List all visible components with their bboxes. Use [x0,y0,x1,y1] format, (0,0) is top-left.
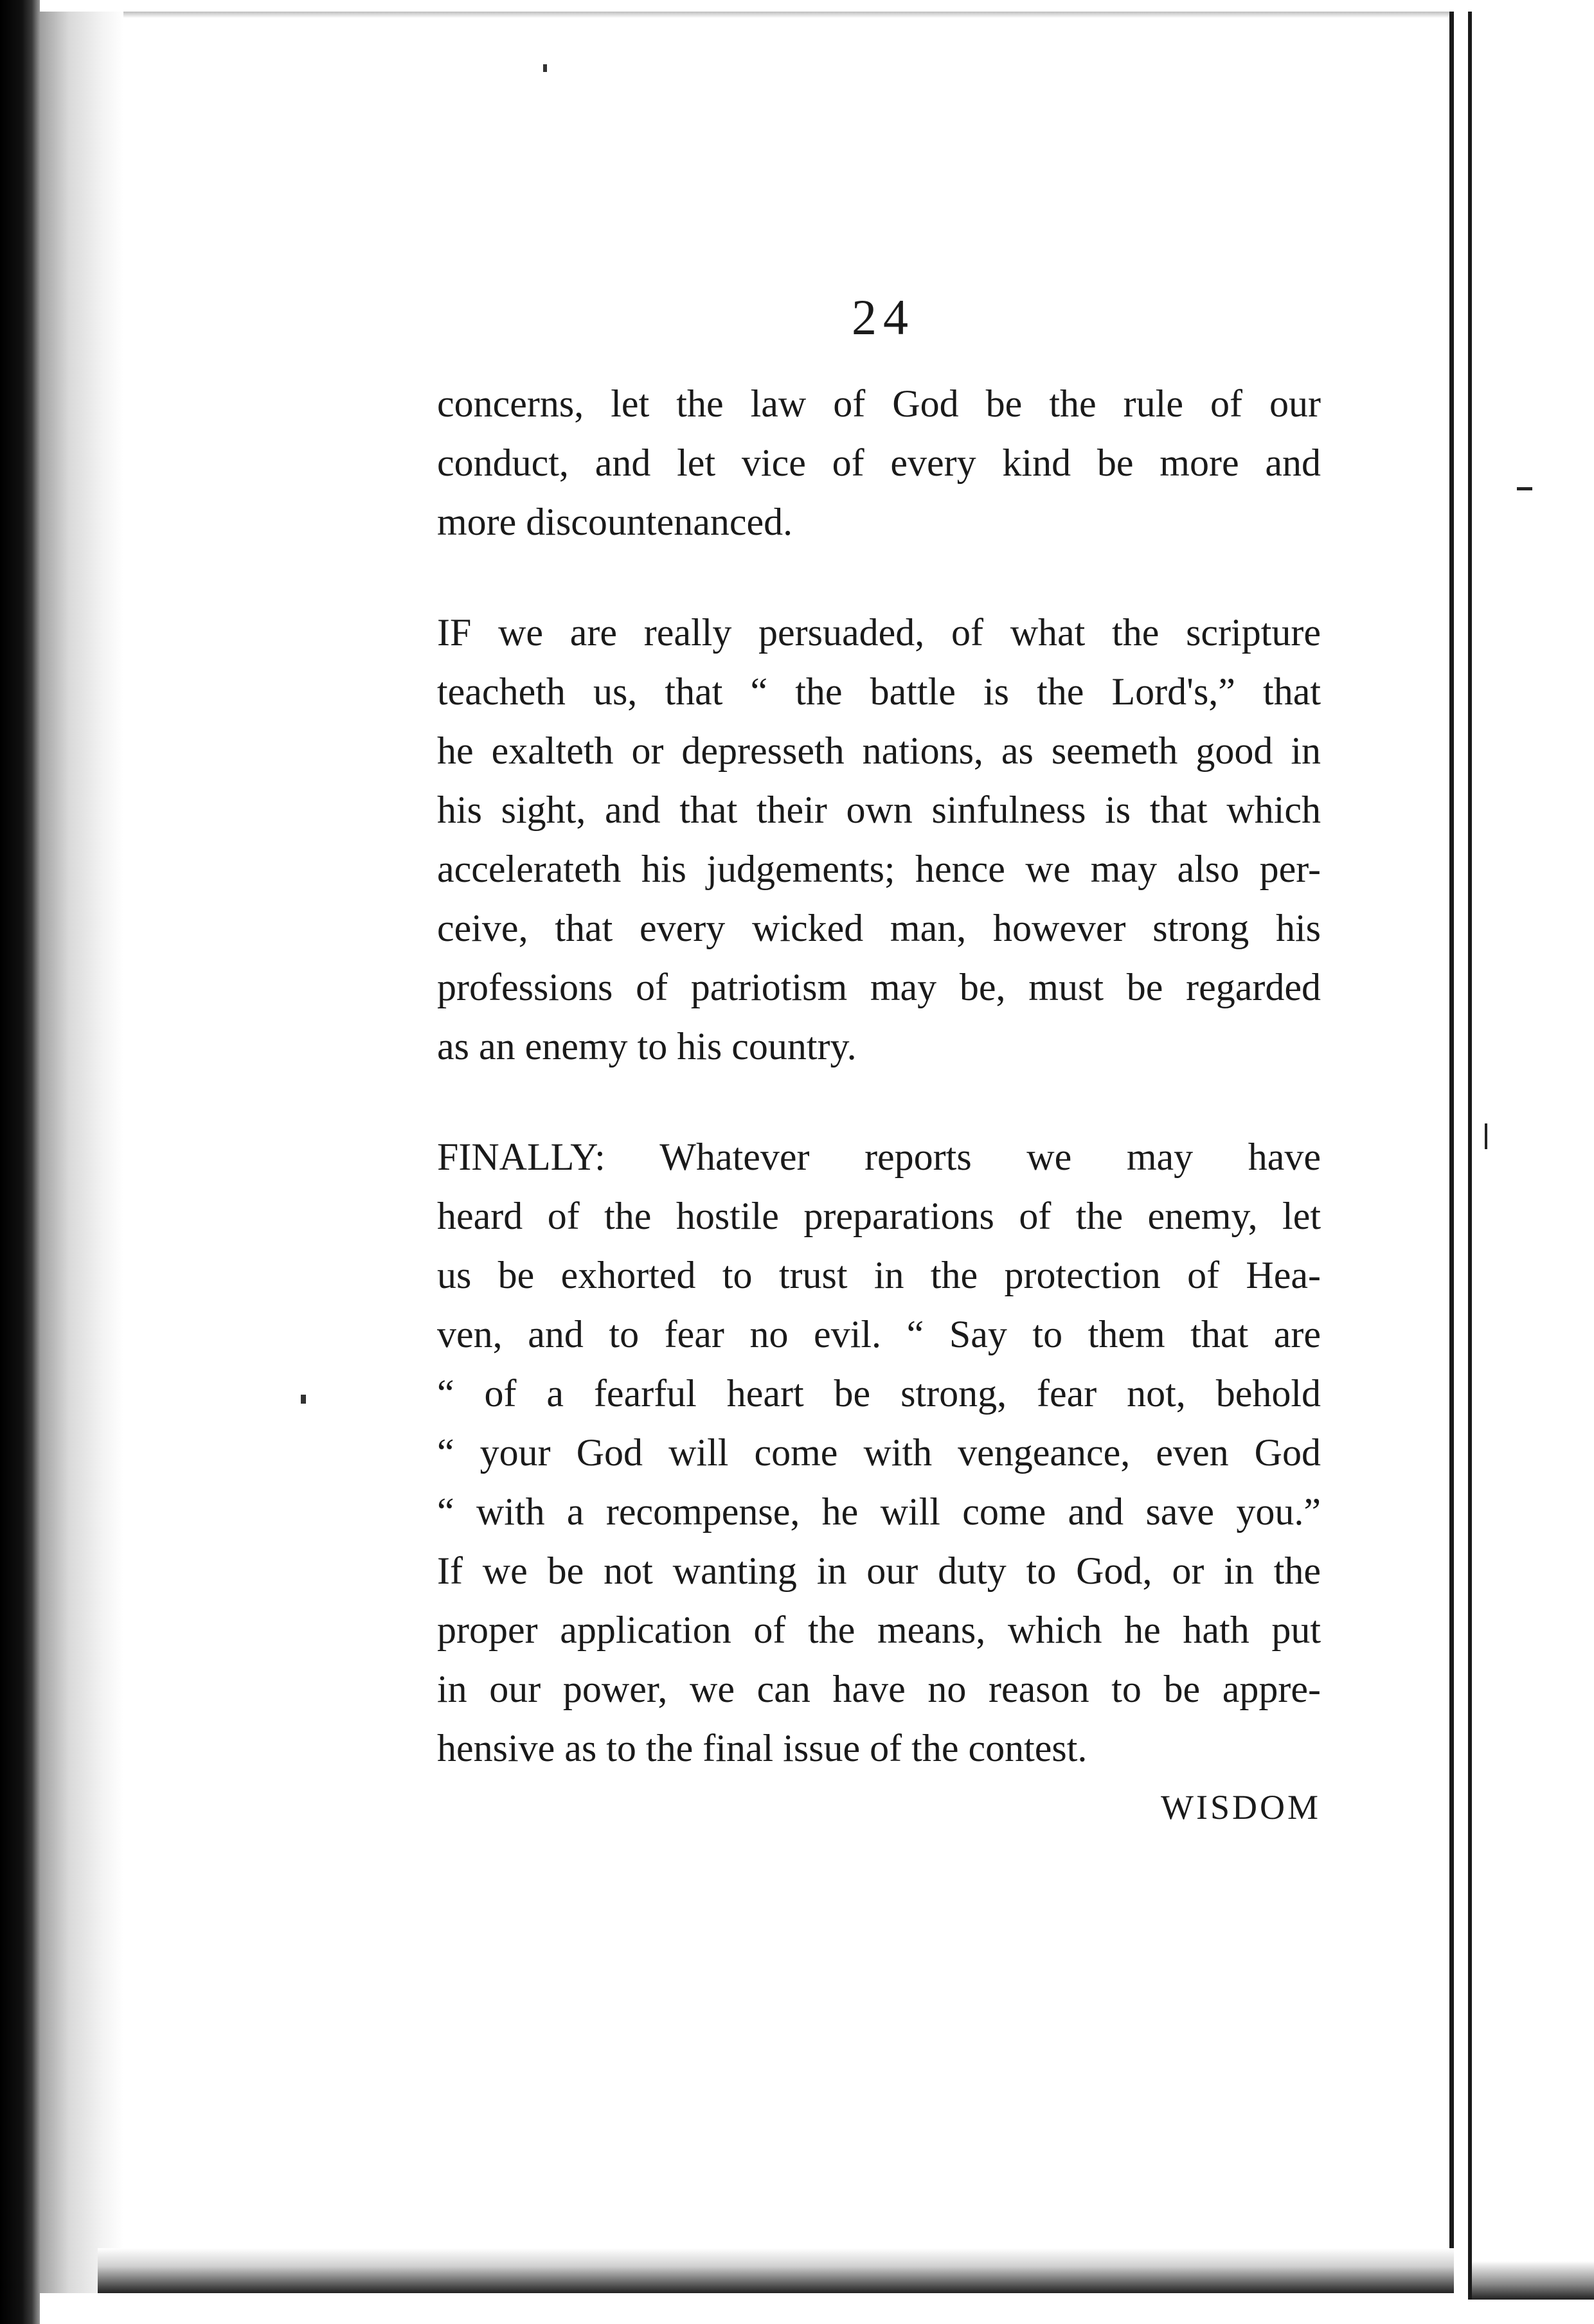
text-line: teacheth us, that “ the battle is the Lord's,” that [437,670,1321,713]
page-gutter-shadow [40,12,123,2293]
text-line: ceive, that every wicked man, however strong his [437,907,1321,949]
text-line: ven, and to fear no evil. “ Say to them that are [437,1313,1321,1355]
text-line: If we be not wanting in our duty to God, or in the [437,1550,1321,1592]
text-line: heard of the hostile preparations of the enemy, let [437,1195,1321,1237]
facing-page-mark [1517,487,1532,490]
facing-gap [1454,0,1468,2324]
text-line: proper application of the means, which he hath put [437,1609,1321,1651]
stray-ink-mark [301,1395,306,1404]
scan-edge-left [0,0,40,2324]
stray-ink-mark [543,64,547,72]
paragraph [437,603,1321,1076]
paragraph [437,1127,1321,1778]
text-line: in our power, we can have no reason to be appre- [437,1668,1321,1710]
text-line: concerns, let the law of God be the rule of our [437,382,1321,425]
body-text [437,374,1321,1837]
text-line: FINALLY: Whatever reports we may have [437,1136,1321,1178]
facing-page-bottom-edge [1472,2261,1594,2300]
page-shadow-top [40,12,1449,18]
text-line: “ with a recompense, he will come and save you.” [437,1490,1321,1533]
text-line: IF we are really persuaded, of what the scripture [437,611,1321,654]
text-line: us be exhorted to trust in the protection of Hea- [437,1254,1321,1296]
text-line: professions of patriotism may be, must be regarded [437,966,1321,1008]
catchword: WISDOM [1161,1788,1321,1827]
text-line: his sight, and that their own sinfulness is that which [437,789,1321,831]
page-bottom-edge [98,2248,1454,2293]
paragraph-gap [437,551,1321,603]
text-line: hensive as to the final issue of the contest. [437,1727,1088,1769]
text-line: accelerateth his judgements; hence we may also per- [437,848,1321,890]
text-line: as an enemy to his country. [437,1025,857,1068]
text-line: conduct, and let vice of every kind be more and [437,442,1321,484]
facing-page [1468,12,1594,2300]
text-line: “ of a fearful heart be strong, fear not, behold [437,1372,1321,1415]
text-line: “ your God will come with vengeance, even God [437,1431,1321,1474]
facing-page-mark [1485,1123,1487,1149]
paragraph-gap [437,1076,1321,1127]
page-number: 24 [852,289,915,345]
paragraph [437,374,1321,551]
text-line: he exalteth or depresseth nations, as seemeth good in [437,729,1321,772]
text-line: more discountenanced. [437,501,793,543]
